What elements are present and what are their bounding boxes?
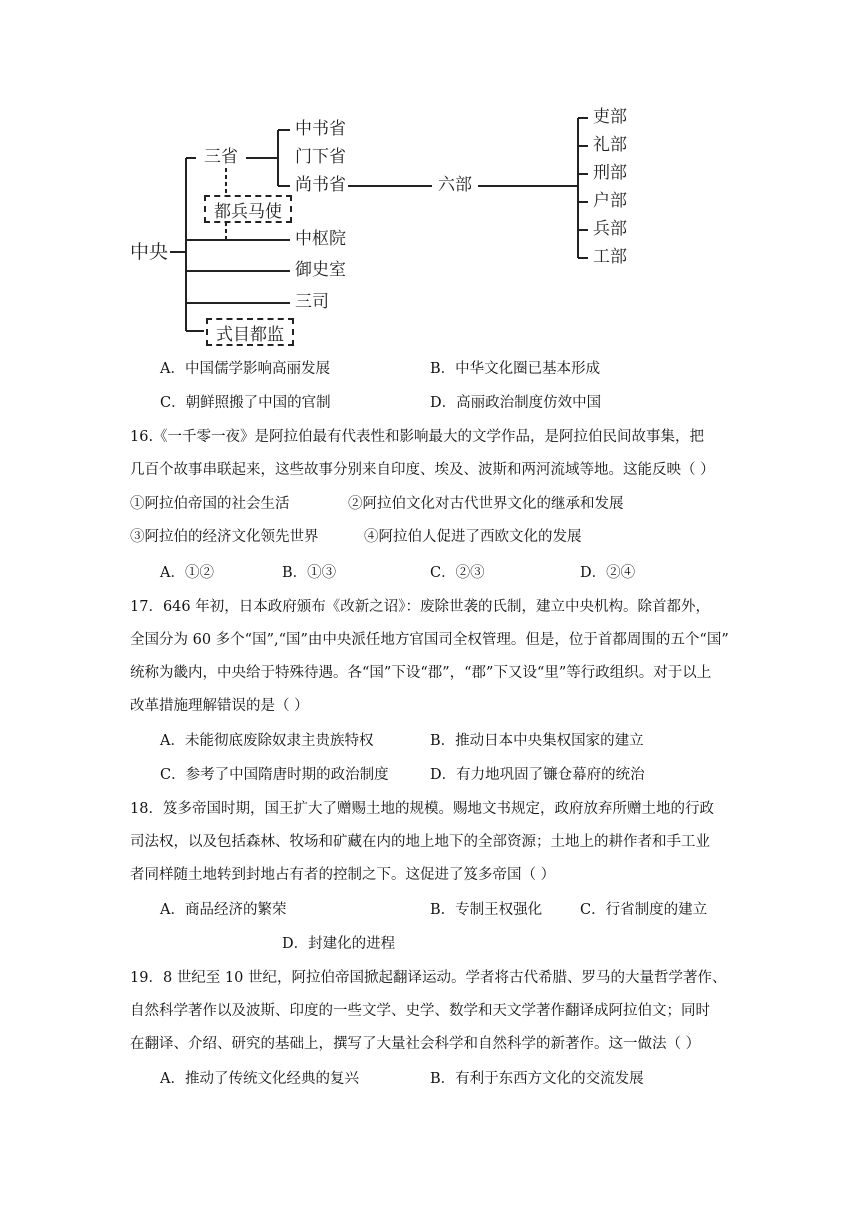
q18-stem-line2: 司法权，以及包括森林、牧场和矿藏在内的地上地下的全部资源；土地上的耕作者和手工业 (130, 834, 710, 850)
xingbu-label: 刑部 (593, 163, 627, 183)
libu-rites-label: 礼部 (593, 135, 627, 155)
q16-option-a[interactable]: A．①② (160, 565, 214, 581)
shimudujian-box: 式目都监 (206, 318, 294, 346)
zhongshu-label: 中书省 (295, 119, 346, 139)
q16-statement-4: ④阿拉伯人促进了西欧文化的发展 (364, 529, 582, 545)
center-label: 中央 (130, 241, 169, 263)
q15-option-b[interactable]: B．中华文化圈已基本形成 (430, 361, 601, 377)
sansi-label: 三司 (295, 292, 329, 312)
q17-option-d[interactable]: D．有力地巩固了镰仓幕府的统治 (430, 767, 645, 783)
q19-stem-line3: 在翻译、介绍、研究的基础上，撰写了大量社会科学和自然科学的新著作。这一做法（ ） (130, 1036, 701, 1052)
q16-stem-line1: 16.《一千零一夜》是阿拉伯最有代表性和影响最大的文学作品，是阿拉伯民间故事集，把 (130, 429, 705, 445)
shangshu-label: 尚书省 (295, 175, 346, 195)
q19-stem-line1: 19．8 世纪至 10 世纪，阿拉伯帝国掀起翻译运动。学者将古代希腊、罗马的大量哲学著作、 (130, 970, 727, 986)
q15-option-a[interactable]: A．中国儒学影响高丽发展 (160, 361, 330, 377)
libu-label: 吏部 (593, 107, 627, 127)
q17-option-c[interactable]: C．参考了中国隋唐时期的政治制度 (160, 767, 389, 783)
q17-stem-line2: 全国分为 60 多个“国”,“国”由中央派任地方官国司全权管理。但是，位于首都周围的五个“国” (130, 632, 729, 648)
q17-option-a[interactable]: A．未能彻底废除奴隶主贵族特权 (160, 733, 374, 749)
q18-option-c[interactable]: C．行省制度的建立 (580, 902, 708, 918)
q15-option-c[interactable]: C．朝鲜照搬了中国的官制 (160, 395, 331, 411)
q18-option-d[interactable]: D．封建化的进程 (282, 936, 396, 952)
q16-statement-3: ③阿拉伯的经济文化领先世界 (130, 529, 319, 545)
q18-stem-line3: 者同样随土地转到封地占有者的控制之下。这促进了笈多帝国（ ） (130, 867, 556, 883)
q19-option-b[interactable]: B．有利于东西方文化的交流发展 (430, 1071, 644, 1087)
q19-stem-line2: 自然科学著作以及波斯、印度的一些文学、史学、数学和天文学著作翻译成阿拉伯文；同时 (130, 1003, 710, 1019)
bingbu-label: 兵部 (593, 219, 627, 239)
hubu-label: 户部 (593, 191, 627, 211)
q17-option-b[interactable]: B．推动日本中央集权国家的建立 (430, 733, 644, 749)
q16-option-d[interactable]: D．②④ (580, 565, 636, 581)
q17-stem-line1: 17．646 年初，日本政府颁布《改新之诏》：废除世袭的氏制，建立中央机构。除首都外， (130, 599, 710, 615)
q16-stem-line2: 几百个故事串联起来，这些故事分别来自印度、埃及、波斯和两河流域等地。这能反映（ ） (130, 462, 715, 478)
q16-option-c[interactable]: C．②③ (430, 565, 485, 581)
menxia-label: 门下省 (295, 147, 346, 167)
liubu-label: 六部 (438, 175, 472, 195)
q18-option-b[interactable]: B．专制王权强化 (430, 902, 543, 918)
diagram-connector-lines (0, 0, 860, 350)
q16-option-b[interactable]: B．①③ (282, 565, 337, 581)
q16-statement-2: ②阿拉伯文化对古代世界文化的继承和发展 (348, 496, 624, 512)
q16-statement-1: ①阿拉伯帝国的社会生活 (130, 496, 290, 512)
government-structure-diagram (0, 0, 860, 350)
yushitai-label: 御史室 (295, 260, 346, 280)
q19-option-a[interactable]: A．推动了传统文化经典的复兴 (160, 1071, 359, 1087)
q15-option-d[interactable]: D．高丽政治制度仿效中国 (430, 395, 602, 411)
q18-option-a[interactable]: A．商品经济的繁荣 (160, 902, 287, 918)
q17-stem-line4: 改革措施理解错误的是（ ） (130, 698, 309, 714)
sansheng-label: 三省 (204, 147, 238, 167)
dubingmashi-box: 都兵马使 (204, 195, 292, 223)
q17-stem-line3: 统称为畿内，中央给于特殊待遇。各“国”下设“郡”，“郡”下又设“里”等行政组织。对于以上 (130, 665, 712, 681)
gongbu-label: 工部 (593, 247, 627, 267)
q18-stem-line1: 18．笈多帝国时期，国王扩大了赠赐土地的规模。赐地文书规定，政府放弃所赠土地的行政 (130, 801, 714, 817)
zhongshuyuan-label: 中枢院 (295, 229, 346, 249)
